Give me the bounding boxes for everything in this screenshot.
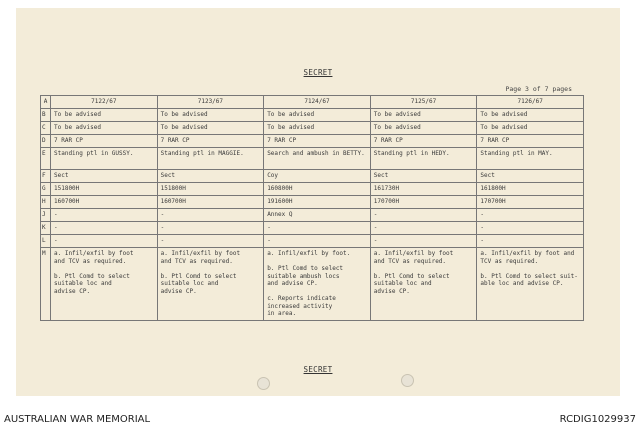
table-cell: 7 RAR CP (370, 135, 477, 148)
table-cell: 160800H (264, 183, 371, 196)
row-code: E (41, 148, 51, 170)
serial-number-cell: 7126/67 (477, 96, 584, 109)
row-code: H (41, 196, 51, 209)
table-cell: 161800H (477, 183, 584, 196)
table-row (41, 183, 584, 196)
row-code: M (41, 248, 51, 321)
table-row (41, 235, 584, 248)
patrol-orders-table (40, 95, 584, 321)
table-cell: To be advised (51, 122, 158, 135)
row-code: F (41, 170, 51, 183)
table-row (41, 148, 584, 170)
table-cell: 7 RAR CP (51, 135, 158, 148)
table-cell: Coy (264, 170, 371, 183)
table-cell: 170700H (477, 196, 584, 209)
table-cell: To be advised (51, 109, 158, 122)
table-row (41, 196, 584, 209)
table-cell: - (370, 235, 477, 248)
table-cell: - (51, 209, 158, 222)
table-cell: To be advised (477, 122, 584, 135)
table-cell: a. Infil/exfil by foot. b. Ptl Comd to select suitable ambush locs and advise CP. c. Reports indicate increased activity in area. (264, 248, 371, 321)
table-cell: To be advised (157, 122, 264, 135)
table-cell: a. Infil/exfil by foot and TCV as required. b. Ptl Comd to select suitable loc and advise CP. (370, 248, 477, 321)
table-row (41, 135, 584, 148)
table-row (41, 222, 584, 235)
table-cell: Standing ptl in GUSSY. (51, 148, 158, 170)
table-cell: 151800H (157, 183, 264, 196)
row-code: A (41, 96, 51, 109)
table-row (41, 209, 584, 222)
table-cell: Sect (370, 170, 477, 183)
table-cell: - (370, 222, 477, 235)
table-row (41, 248, 584, 321)
row-code: B (41, 109, 51, 122)
caption-record-id: RCDIG1029937 (559, 414, 636, 425)
table-cell: - (477, 209, 584, 222)
table-cell: 160700H (51, 196, 158, 209)
table-cell: - (477, 235, 584, 248)
table-cell: To be advised (264, 109, 371, 122)
table-cell: a. Infil/exfil by foot and TCV as required. b. Ptl Comd to select suit- able loc and advise CP. (477, 248, 584, 321)
table-cell: To be advised (157, 109, 264, 122)
table-row (41, 170, 584, 183)
caption-institution: AUSTRALIAN WAR MEMORIAL (4, 414, 151, 425)
table-cell: - (370, 209, 477, 222)
table-cell: - (477, 222, 584, 235)
table-cell: Standing ptl in HEDY. (370, 148, 477, 170)
table-cell: a. Infil/exfil by foot and TCV as required. b. Ptl Comd to select suitable loc and advise CP. (51, 248, 158, 321)
row-code: C (41, 122, 51, 135)
table-cell: To be advised (370, 122, 477, 135)
row-code: L (41, 235, 51, 248)
table-cell: To be advised (477, 109, 584, 122)
table-row (41, 122, 584, 135)
serial-number-cell: 7125/67 (370, 96, 477, 109)
table-cell: - (157, 222, 264, 235)
serial-number-cell: 7122/67 (51, 96, 158, 109)
table-cell: 170700H (370, 196, 477, 209)
table-cell: To be advised (370, 109, 477, 122)
table-cell: 161730H (370, 183, 477, 196)
table-cell: To be advised (264, 122, 371, 135)
table-cell: 191600H (264, 196, 371, 209)
table-cell: Sect (477, 170, 584, 183)
table-cell: Sect (157, 170, 264, 183)
table-cell: - (157, 235, 264, 248)
serial-number-cell: 7124/67 (264, 96, 371, 109)
serial-number-cell: 7123/67 (157, 96, 264, 109)
security-classification-footer: SECRET (303, 365, 333, 374)
table-cell: - (51, 235, 158, 248)
table-cell: a. Infil/exfil by foot and TCV as required. b. Ptl Comd to select suitable loc and advise CP. (157, 248, 264, 321)
table-cell: Annex Q (264, 209, 371, 222)
table-cell: Sect (51, 170, 158, 183)
table-cell: 160700H (157, 196, 264, 209)
table-cell: Standing ptl in MAGGIE. (157, 148, 264, 170)
table-cell: 7 RAR CP (157, 135, 264, 148)
security-classification-header: SECRET (303, 68, 333, 77)
table-cell: - (157, 209, 264, 222)
punch-hole (401, 374, 414, 387)
row-code: J (41, 209, 51, 222)
page-number: Page 3 of 7 pages (505, 85, 572, 93)
table-row (41, 109, 584, 122)
row-code: D (41, 135, 51, 148)
table-cell: - (264, 235, 371, 248)
table-cell: Standing ptl in MAY. (477, 148, 584, 170)
row-code: K (41, 222, 51, 235)
table-cell: 7 RAR CP (477, 135, 584, 148)
table-row (41, 96, 584, 109)
table-cell: 7 RAR CP (264, 135, 371, 148)
table-cell: 151800H (51, 183, 158, 196)
table-cell: - (51, 222, 158, 235)
table-cell: Search and ambush in BETTY. (264, 148, 371, 170)
table-cell: - (264, 222, 371, 235)
punch-hole (257, 377, 270, 390)
row-code: G (41, 183, 51, 196)
